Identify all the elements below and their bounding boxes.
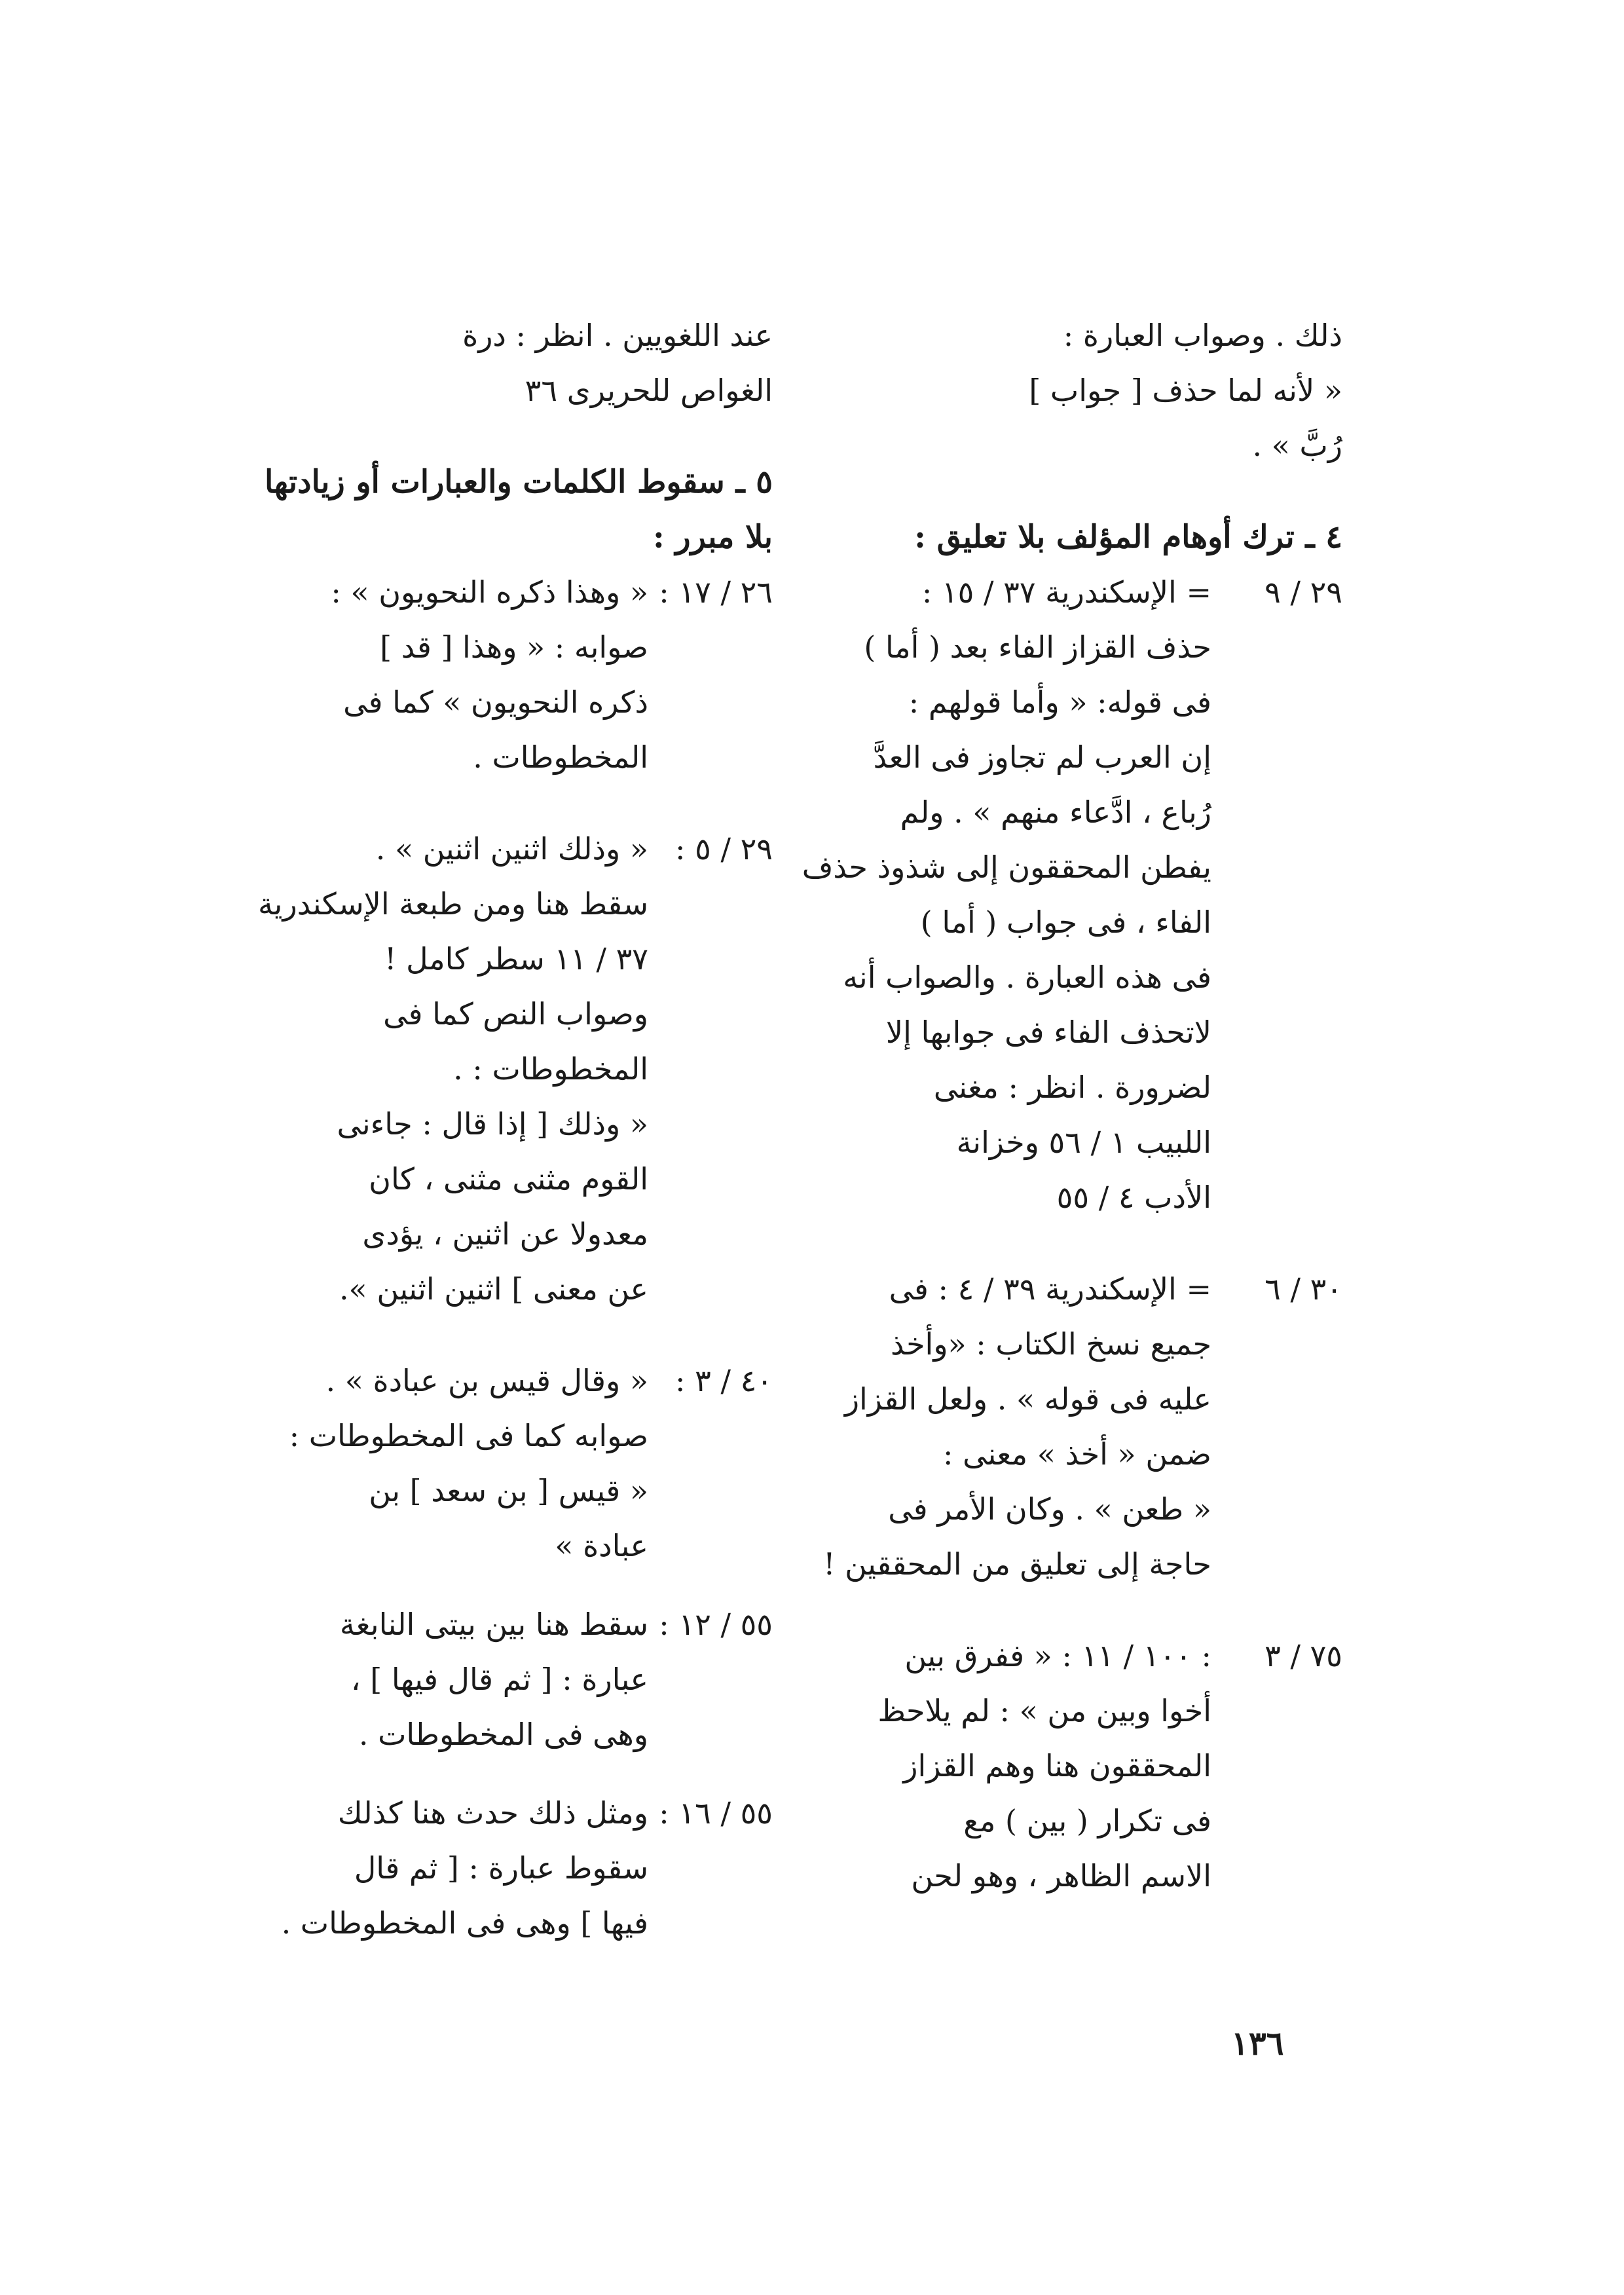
right-intro-line: رُبَّ » . — [1252, 428, 1342, 463]
entry-line: أخوا وبين من » : لم يلاحظ — [877, 1693, 1211, 1728]
left-entry — [236, 821, 773, 1316]
entry-line: = الإسكندرية ٣٧ / ١٥ : — [921, 574, 1211, 610]
entry-line: المحققون هنا وهم القزاز — [903, 1748, 1211, 1783]
left-intro-line: عند اللغويين . انظر : درة — [462, 318, 773, 353]
entry-line: جميع نسخ الكتاب : «وأخذ — [890, 1326, 1211, 1362]
entry-line: ذكره النحويون » كما فى — [343, 684, 648, 720]
left-column — [236, 308, 773, 1950]
entry-line: فى تكرار ( بين ) مع — [963, 1803, 1211, 1838]
entry-line: فيها ] وهى فى المخطوطات . — [281, 1905, 648, 1941]
entry-line: لضرورة . انظر : مغنى — [933, 1070, 1211, 1105]
entry-line: ومثل ذلك حدث هنا كذلك — [337, 1795, 648, 1831]
spacer — [236, 1573, 773, 1597]
spacer — [236, 1762, 773, 1785]
entry-line: ٣٧ / ١١ سطر كامل ! — [384, 941, 648, 977]
right-column — [802, 308, 1342, 1903]
entry-line: سقوط عبارة : [ ثم قال — [354, 1850, 648, 1886]
spacer — [805, 1592, 1342, 1628]
entry-line: « وهذا ذكره النحويون » : — [331, 574, 648, 610]
entry-line: فى قوله: « وأما قولهم : — [908, 684, 1211, 720]
section-4-heading: ٤ ـ ترك أوهام المؤلف بلا تعليق : — [914, 519, 1342, 555]
entry-line: : ١٠٠ / ١١ : « ففرق بين — [904, 1638, 1211, 1673]
spacer — [805, 1225, 1342, 1261]
spacer — [236, 1316, 773, 1353]
entry-line: القوم مثنى مثنى ، كان — [369, 1161, 648, 1197]
entry-body — [236, 821, 648, 1316]
entry-line: « وقال قيس بن عبادة » . — [325, 1363, 648, 1398]
entry-body — [236, 565, 648, 785]
entry-body — [805, 1628, 1211, 1903]
entry-reference: ٥٥ / ١٦ : — [659, 1795, 773, 1831]
entry-body — [805, 1261, 1211, 1592]
entry-line: وصواب النص كما فى — [383, 996, 648, 1032]
entry-line: « وذلك اثنين اثنين » . — [375, 831, 648, 867]
entry-reference: ٧٥ / ٣ — [1264, 1638, 1342, 1673]
entry-reference: ٢٩ / ٩ — [1264, 574, 1342, 610]
entry-line: « قيس [ بن سعد ] بن — [369, 1473, 648, 1508]
entry-line: عبارة : [ ثم قال فيها ] ، — [350, 1662, 648, 1697]
entry-line: صوابه كما فى المخطوطات : — [289, 1418, 648, 1453]
entry-line: سقط هنا ومن طبعة الإسكندرية — [257, 886, 648, 922]
entry-line: معدولا عن اثنين ، يؤدى — [362, 1216, 648, 1252]
entry-line: حذف القزاز الفاء بعد ( أما ) — [864, 629, 1211, 665]
right-entry — [805, 1628, 1342, 1903]
left-intro-line: الغواص للحريرى ٣٦ — [525, 373, 773, 408]
entry-line: المخطوطات . — [473, 739, 648, 775]
entry-reference: ٤٠ / ٣ : — [674, 1363, 773, 1398]
entry-body — [236, 1785, 648, 1950]
entry-line: اللبيب ١ / ٥٦ وخزانة — [956, 1125, 1211, 1160]
entry-line: رُباع ، ادَّعاء منهم » . ولم — [900, 794, 1211, 830]
entry-line: الأدب ٤ / ٥٥ — [1056, 1180, 1211, 1215]
entry-line: لاتحذف الفاء فى جوابها إلا — [885, 1015, 1211, 1050]
spacer — [236, 785, 773, 821]
left-entry — [236, 1353, 773, 1573]
entry-line: صوابه : « وهذا [ قد ] — [380, 629, 648, 665]
left-entry — [236, 1785, 773, 1950]
entry-line: عبادة » — [555, 1528, 648, 1563]
left-entry — [236, 1597, 773, 1762]
entry-line: إن العرب لم تجاوز فى العدَّ — [873, 739, 1211, 775]
right-intro-line: ذلك . وصواب العبارة : — [1063, 318, 1342, 353]
right-entry — [802, 565, 1342, 1225]
spacer — [805, 473, 1342, 510]
entry-line: « وذلك [ إذا قال : جاءنى — [337, 1106, 648, 1142]
entry-line: عليه فى قوله » . ولعل القزاز — [844, 1381, 1211, 1417]
entry-body — [802, 565, 1211, 1225]
entry-line: عن معنى ] اثنين اثنين ». — [339, 1271, 648, 1307]
entry-line: « طعن » . وكان الأمر فى — [888, 1491, 1211, 1527]
left-entry — [236, 565, 773, 785]
entry-body — [236, 1597, 648, 1762]
entry-reference: ٥٥ / ١٢ : — [659, 1607, 773, 1642]
right-intro-line: « لأنه لما حذف [ جواب ] — [1029, 373, 1342, 408]
entry-line: وهى فى المخطوطات . — [358, 1717, 648, 1752]
entry-line: يفطن المحققون إلى شذوذ حذف — [802, 849, 1211, 885]
entry-line: سقط هنا بين بيتى النابغة — [339, 1607, 648, 1642]
entry-line: الفاء ، فى جواب ( أما ) — [920, 905, 1211, 940]
section-5-heading-continued: بلا مبرر : — [653, 519, 773, 555]
entry-body — [236, 1353, 648, 1573]
entry-reference: ٢٩ / ٥ : — [674, 831, 773, 867]
entry-line: = الإسكندرية ٣٩ / ٤ : فى — [889, 1271, 1211, 1307]
right-entry — [805, 1261, 1342, 1592]
entry-line: الاسم الظاهر ، وهو لحن — [911, 1858, 1211, 1894]
section-5-heading: ٥ ـ سقوط الكلمات والعبارات أو زيادتها — [265, 464, 773, 500]
entry-line: المخطوطات : . — [453, 1051, 648, 1087]
entry-line: حاجة إلى تعليق من المحققين ! — [823, 1546, 1211, 1582]
page-number: ١٣٦ — [1231, 2024, 1284, 2062]
spacer — [236, 418, 773, 455]
entry-line: ضمن « أخذ » معنى : — [943, 1436, 1211, 1472]
entry-reference: ٣٠ / ٦ — [1264, 1271, 1342, 1307]
entry-line: فى هذه العبارة . والصواب أنه — [843, 960, 1211, 995]
entry-reference: ٢٦ / ١٧ : — [659, 574, 773, 610]
